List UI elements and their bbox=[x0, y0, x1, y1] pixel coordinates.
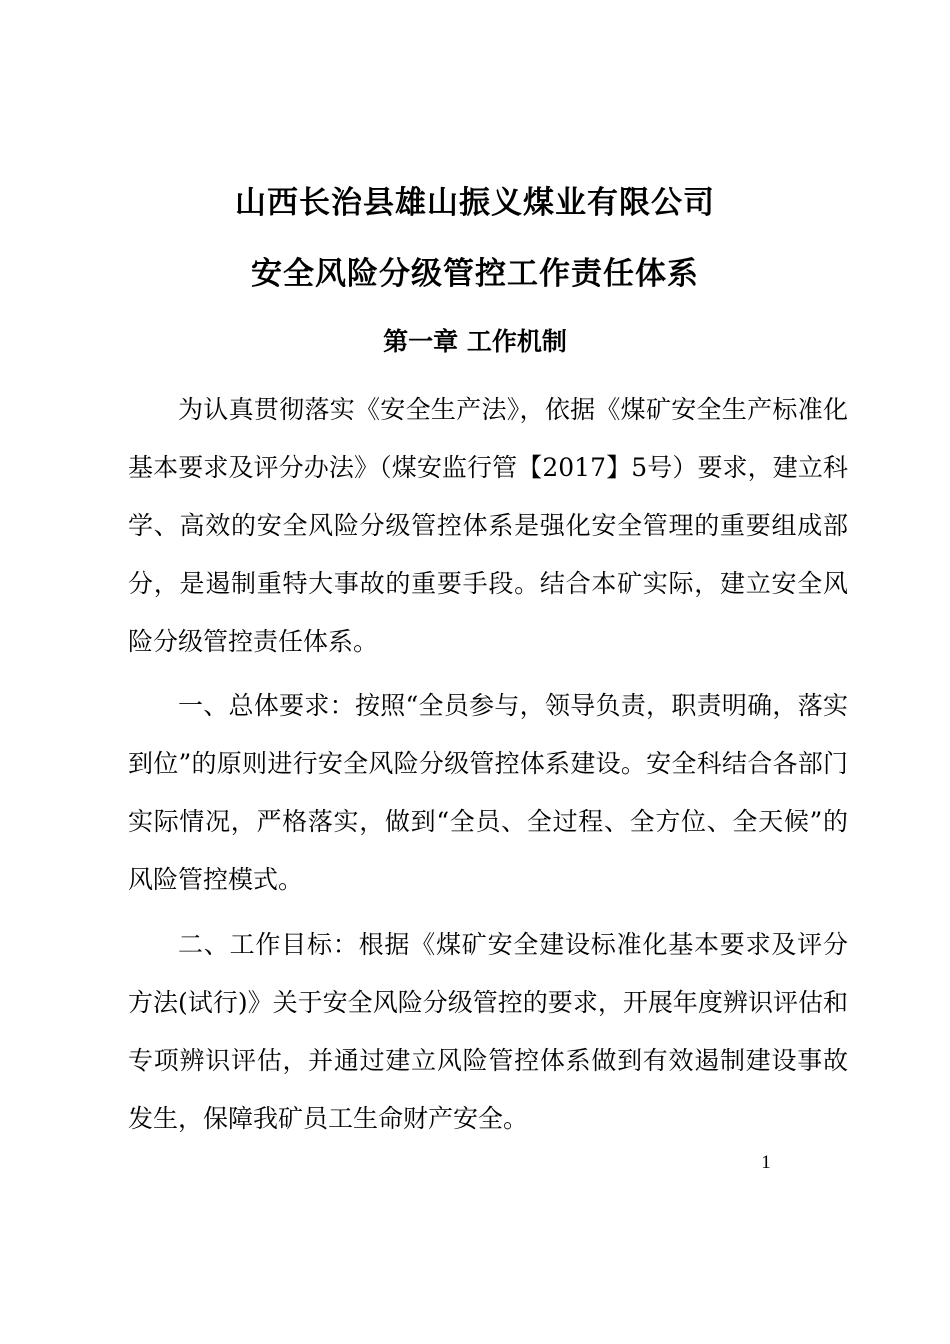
chapter-heading: 第一章 工作机制 bbox=[383, 327, 567, 356]
paragraph-work-objectives: 二、工作目标：根据《煤矿安全建设标准化基本要求及评分方法(试行)》关于安全风险分级管控的要求，开展年度辨识评估和专项辨识评估，并通过建立风险管控体系做到有效遏制建设事故发生，保障我矿员工生命财产安全。 bbox=[128, 930, 848, 1133]
document-title-line1: 山西长治县雄山振义煤业有限公司 bbox=[235, 185, 715, 221]
document-title-line2: 安全风险分级管控工作责任体系 bbox=[251, 256, 699, 292]
paragraph-intro: 为认真贯彻落实《安全生产法》，依据《煤矿安全生产标准化基本要求及评分办法》（煤安监行管【2017】5号）要求，建立科学、高效的安全风险分级管控体系是强化安全管理的重要组成部分，是遏制重特大事故的重要手段。结合本矿实际，建立安全风险分级管控责任体系。 bbox=[128, 395, 848, 656]
page-number: 1 bbox=[761, 1152, 771, 1173]
paragraph-overall-requirements: 一、总体要求：按照“全员参与，领导负责，职责明确，落实到位”的原则进行安全风险分级管控体系建设。安全科结合各部门实际情况，严格落实，做到“全员、全过程、全方位、全天候”的风险管控模式。 bbox=[128, 691, 848, 894]
